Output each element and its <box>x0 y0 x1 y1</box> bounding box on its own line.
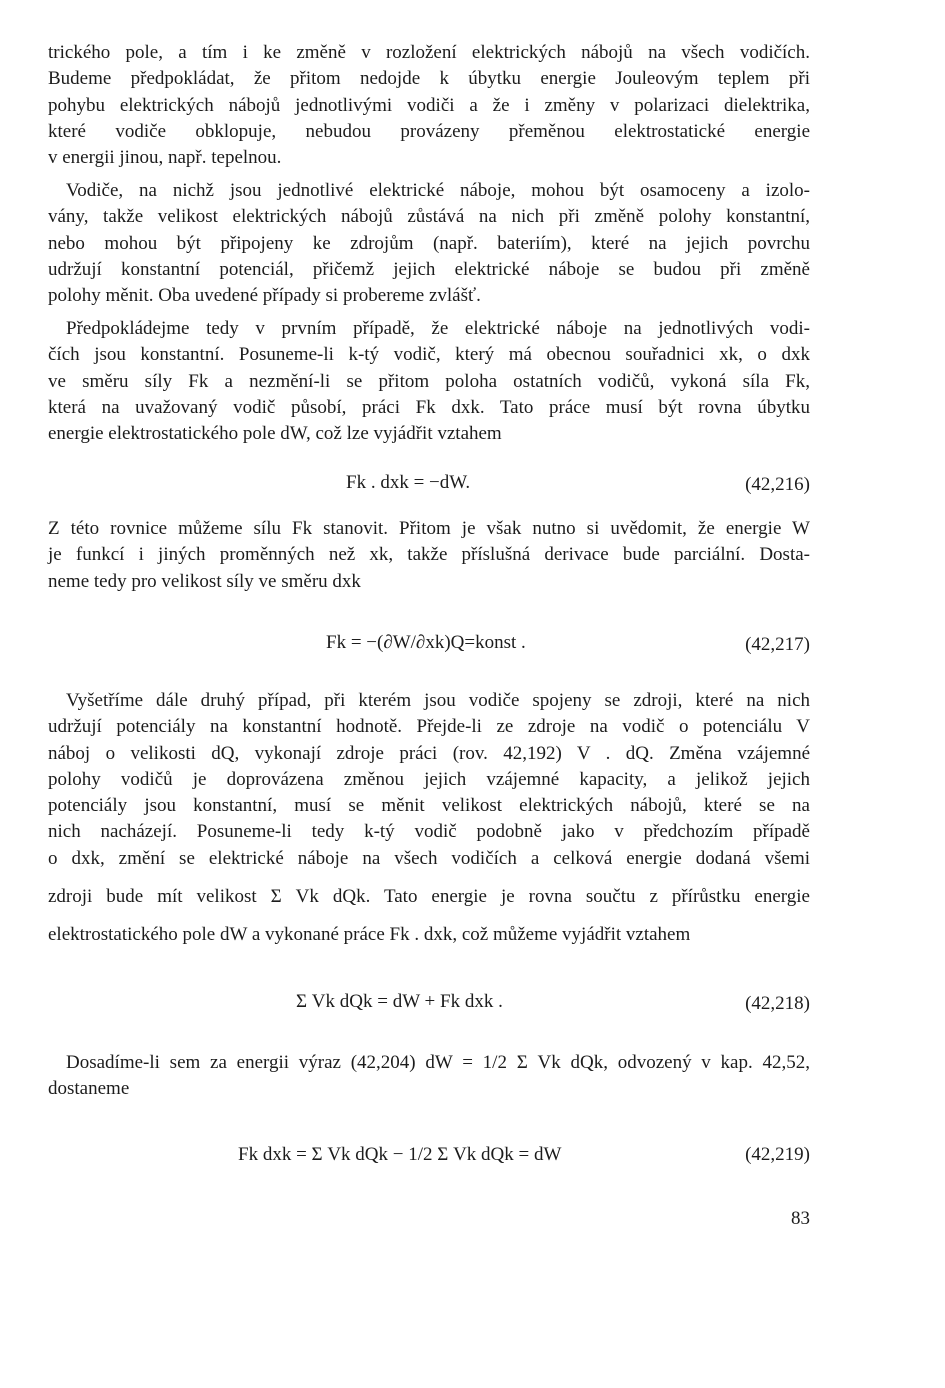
text-line: náboj o velikosti dQ, vykonají zdroje práci (rov. 42,192) V . dQ. Změna vzájemné <box>48 742 810 764</box>
paragraph-4 <box>48 516 810 595</box>
text-line: která na uvažovaný vodič působí, práci Fk dxk. Tato práce musí být rovna úbytku <box>48 396 810 418</box>
text-line: čích jsou konstantní. Posuneme-li k-tý vodič, který má obecnou souřadnici xk, o dxk <box>48 344 810 366</box>
equation-expression: Fk . dxk = −dW. <box>346 472 471 493</box>
text-line: pohybu elektrických nábojů jednotlivými vodiči a že i změny v polarizaci dielektrika, <box>48 94 810 116</box>
equation-42-217 <box>48 612 810 672</box>
text-line: potenciály jsou konstantní, musí se měnit velikost elektrických nábojů, které se na <box>48 795 810 817</box>
equation-42-218 <box>48 985 810 1025</box>
page-number: 83 <box>791 1208 810 1229</box>
text-line: trického pole, a tím i ke změně v rozložení elektrických nábojů na všech vodičích. <box>48 42 810 63</box>
text-line: které vodiče obklopuje, nebudou provázeny přeměnou elektrostatické energie <box>48 120 810 142</box>
equation-number: (42,219) <box>745 1144 810 1165</box>
text-line: v energii jinou, např. tepelnou. <box>48 147 282 169</box>
text-line: ve směru síly Fk a nezmění-li se přitom poloha ostatních vodičů, vykoná síla Fk, <box>48 370 810 392</box>
text-line: Budeme předpokládat, že přitom nedojde k úbytku energie Jouleovým teplem při <box>48 68 810 90</box>
paragraph-6 <box>48 1050 810 1103</box>
equation-number: (42,218) <box>745 993 810 1014</box>
equation-expression: Fk dxk = Σ Vk dQk − 1/2 Σ Vk dQk = dW <box>238 1144 562 1165</box>
text-line: udržují konstantní potenciál, přičemž jejich elektrické náboje se budou při změně <box>48 258 810 280</box>
equation-expression: Σ Vk dQk = dW + Fk dxk . <box>296 991 503 1012</box>
text-line: Vodiče, na nichž jsou jednotlivé elektrické náboje, mohou být osamoceny a izolo- <box>66 180 810 201</box>
text-line: Předpokládejme tedy v prvním případě, že elektrické náboje na jednotlivých vodi- <box>66 318 810 339</box>
text-line: neme tedy pro velikost síly ve směru dxk <box>48 570 361 592</box>
paragraph-1 <box>48 40 810 171</box>
text-line: zdroji bude mít velikost Σ Vk dQk. Tato energie je rovna součtu z přírůstku energie <box>48 886 810 908</box>
equation-number: (42,217) <box>745 634 810 655</box>
text-line: elektrostatického pole dW a vykonané práce Fk . dxk, což můžeme vyjádřit vztahem <box>48 924 691 946</box>
text-line: polohy měnit. Oba uvedené případy si probereme zvlášť. <box>48 285 481 307</box>
text-line: o dxk, změní se elektrické náboje na všech vodičích a celková energie dodaná všemi <box>48 847 810 869</box>
paragraph-3 <box>48 316 810 447</box>
text-line: polohy vodičů je doprovázena změnou jejich vzájemné kapacity, a jelikož jejich <box>48 768 810 790</box>
text-line: Dosadíme-li sem za energii výraz (42,204) dW = 1/2 Σ Vk dQk, odvozený v kap. 42,52, <box>66 1052 810 1073</box>
equation-number: (42,216) <box>745 474 810 495</box>
equation-42-219 <box>48 1136 810 1176</box>
paragraph-2 <box>48 178 810 309</box>
text-line: energie elektrostatického pole dW, což lze vyjádřit vztahem <box>48 423 502 445</box>
equation-42-216 <box>48 472 810 502</box>
paragraph-5 <box>48 688 810 949</box>
text-line: vány, takže velikost elektrických nábojů zůstává na nich při změně polohy konstantní, <box>48 206 810 228</box>
text-line: nebo mohou být připojeny ke zdrojům (např. bateriím), které na jejich povrchu <box>48 232 810 254</box>
text-line: Z této rovnice můžeme sílu Fk stanovit. Přitom je však nutno si uvědomit, že energie W <box>48 518 810 539</box>
equation-expression: Fk = −(∂W/∂xk)Q=konst . <box>326 632 526 653</box>
text-line: dostaneme <box>48 1078 130 1100</box>
text-line: udržují potenciály na konstantní hodnotě. Přejde-li ze zdroje na vodič o potenciálu V <box>48 716 810 738</box>
text-line: nich nacházejí. Posuneme-li tedy k-tý vodič podobně jako v předchozím případě <box>48 821 810 843</box>
text-line: Vyšetříme dále druhý případ, při kterém jsou vodiče spojeny se zdroji, které na nich <box>66 690 810 711</box>
text-line: je funkcí i jiných proměnných než xk, takže příslušná derivace bude parciální. Dosta- <box>48 544 810 566</box>
